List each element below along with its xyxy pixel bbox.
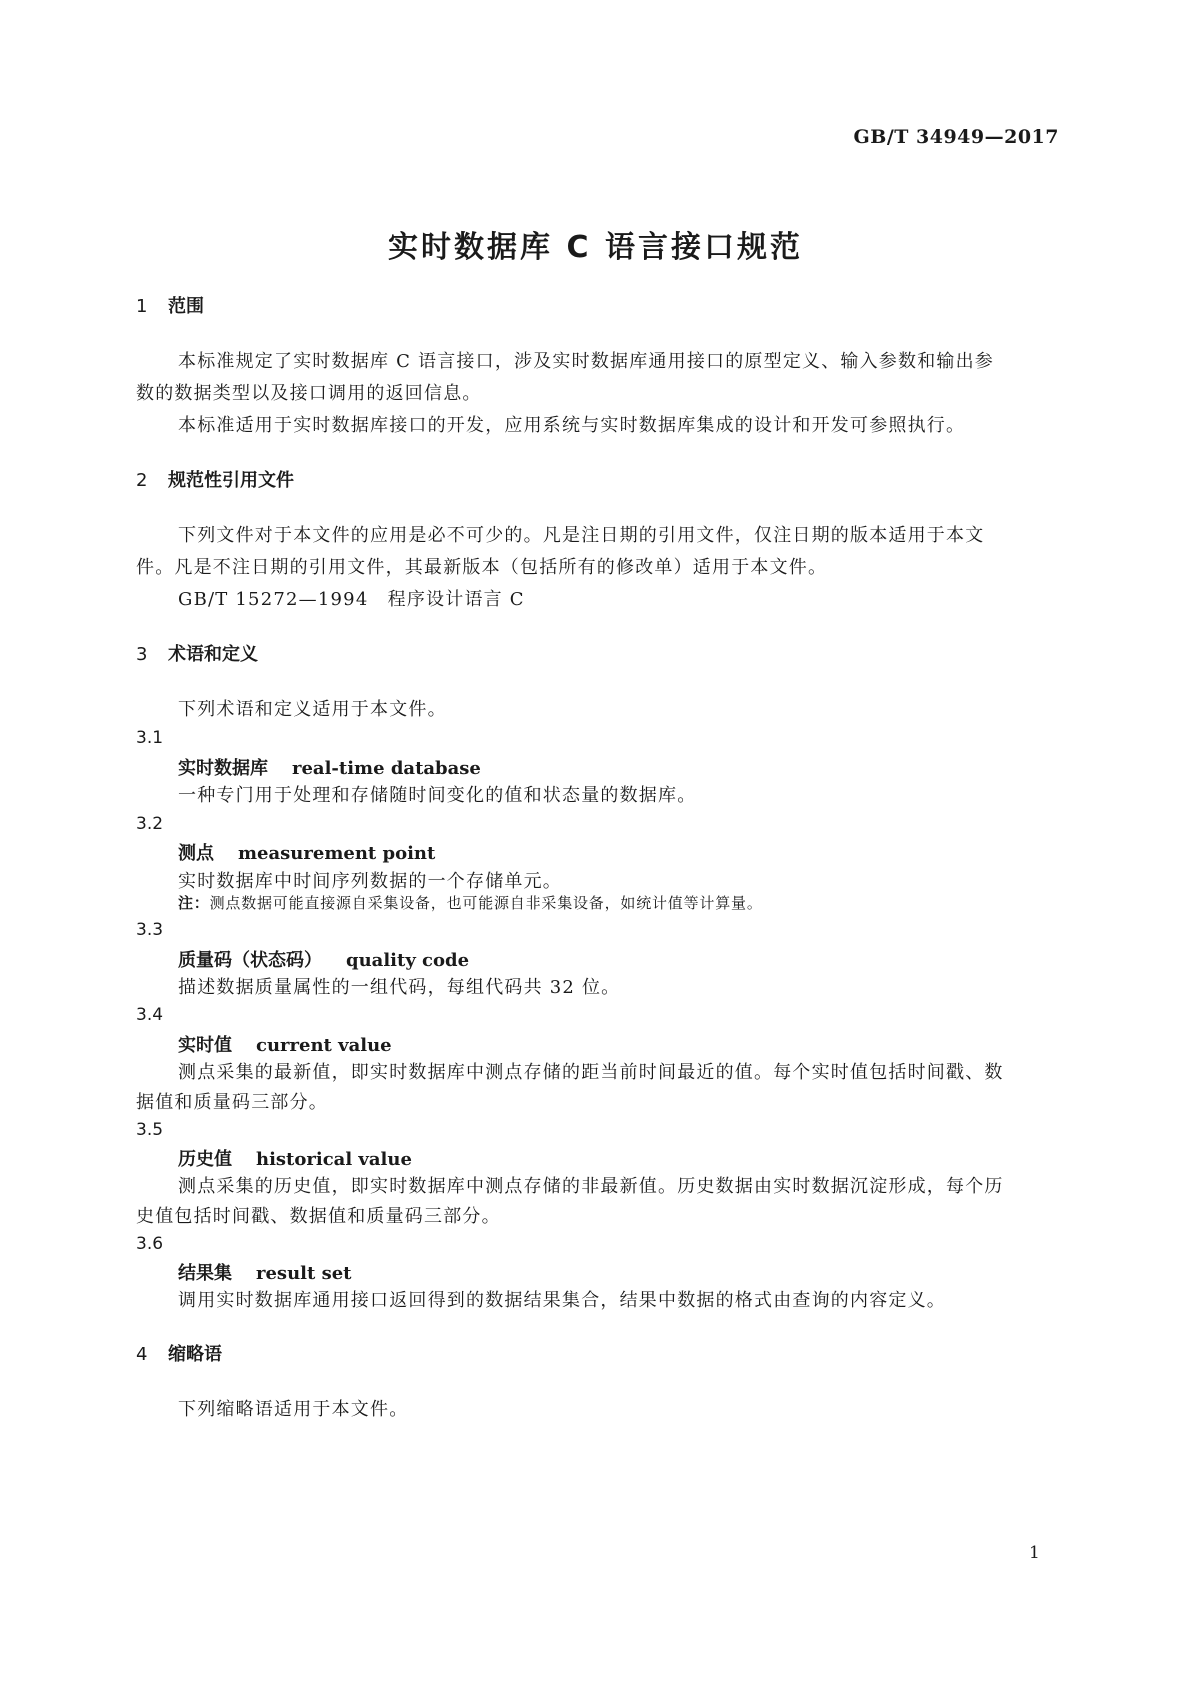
term-chinese: 质量码（状态码） xyxy=(178,950,322,971)
term-english: current value xyxy=(256,1035,392,1056)
section-2-paragraph-line-2: 件。凡是不注日期的引用文件，其最新版本（包括所有的修改单）适用于本文件。 xyxy=(136,557,828,578)
term-note xyxy=(178,892,763,913)
term-number: 3.5 xyxy=(136,1120,164,1140)
section-number: 2 xyxy=(136,470,148,491)
section-1-heading xyxy=(136,292,204,318)
term-english: real-time database xyxy=(292,758,481,779)
term-definition-line-1: 测点采集的历史值，即实时数据库中测点存储的非最新值。历史数据由实时数据沉淀形成，每个历 xyxy=(178,1176,1004,1197)
term-chinese: 实时数据库 xyxy=(178,758,268,779)
section-3-heading xyxy=(136,640,258,666)
term-heading xyxy=(178,1031,392,1057)
section-1-paragraph-2: 本标准适用于实时数据库接口的开发，应用系统与实时数据库集成的设计和开发可参照执行。 xyxy=(178,415,966,436)
section-number: 1 xyxy=(136,296,148,317)
section-4-heading xyxy=(136,1340,222,1366)
section-title: 规范性引用文件 xyxy=(168,470,294,491)
section-1-paragraph-1-line-2: 数的数据类型以及接口调用的返回信息。 xyxy=(136,383,482,404)
term-english: historical value xyxy=(256,1149,412,1170)
section-2-heading xyxy=(136,466,294,492)
term-definition-line-1: 测点采集的最新值，即实时数据库中测点存储的距当前时间最近的值。每个实时值包括时间戳、数 xyxy=(178,1062,1004,1083)
term-number: 3.4 xyxy=(136,1005,164,1025)
term-definition: 一种专门用于处理和存储随时间变化的值和状态量的数据库。 xyxy=(178,785,697,806)
term-definition-line-2: 据值和质量码三部分。 xyxy=(136,1092,328,1113)
page-title: 实时数据库 C 语言接口规范 xyxy=(388,230,803,265)
term-heading xyxy=(178,1145,412,1171)
term-chinese: 历史值 xyxy=(178,1149,232,1170)
term-definition-line-2: 史值包括时间戳、数据值和质量码三部分。 xyxy=(136,1206,501,1227)
standard-code: GB/T 34949—2017 xyxy=(853,126,1059,148)
term-definition: 实时数据库中时间序列数据的一个存储单元。 xyxy=(178,871,562,892)
section-title: 缩略语 xyxy=(168,1344,222,1365)
term-english: quality code xyxy=(346,950,470,971)
term-chinese: 测点 xyxy=(178,843,214,864)
term-number: 3.1 xyxy=(136,728,164,748)
term-heading xyxy=(178,946,469,972)
term-heading xyxy=(178,754,481,780)
note-text: 测点数据可能直接源自采集设备，也可能源自非采集设备，如统计值等计算量。 xyxy=(209,894,763,912)
term-definition: 调用实时数据库通用接口返回得到的数据结果集合，结果中数据的格式由查询的内容定义。 xyxy=(178,1290,946,1311)
section-title: 范围 xyxy=(168,296,204,317)
normative-reference: GB/T 15272—1994 程序设计语言 C xyxy=(178,589,525,610)
term-chinese: 实时值 xyxy=(178,1035,232,1056)
term-definition: 描述数据质量属性的一组代码，每组代码共 32 位。 xyxy=(178,977,621,998)
term-english: measurement point xyxy=(238,843,436,864)
page-number: 1 xyxy=(1029,1543,1040,1563)
term-number: 3.6 xyxy=(136,1234,164,1254)
section-4-intro: 下列缩略语适用于本文件。 xyxy=(178,1399,409,1420)
section-number: 4 xyxy=(136,1344,148,1365)
section-3-intro: 下列术语和定义适用于本文件。 xyxy=(178,699,447,720)
term-english: result set xyxy=(256,1263,352,1284)
term-number: 3.3 xyxy=(136,920,164,940)
section-title: 术语和定义 xyxy=(168,644,258,665)
section-2-paragraph-line-1: 下列文件对于本文件的应用是必不可少的。凡是注日期的引用文件，仅注日期的版本适用于本文 xyxy=(178,525,985,546)
term-heading xyxy=(178,1259,351,1285)
section-number: 3 xyxy=(136,644,148,665)
note-label: 注： xyxy=(178,894,210,912)
section-1-paragraph-1-line-1: 本标准规定了实时数据库 C 语言接口，涉及实时数据库通用接口的原型定义、输入参数和输出参 xyxy=(178,351,995,372)
term-chinese: 结果集 xyxy=(178,1263,232,1284)
term-heading xyxy=(178,839,435,865)
term-number: 3.2 xyxy=(136,814,164,834)
